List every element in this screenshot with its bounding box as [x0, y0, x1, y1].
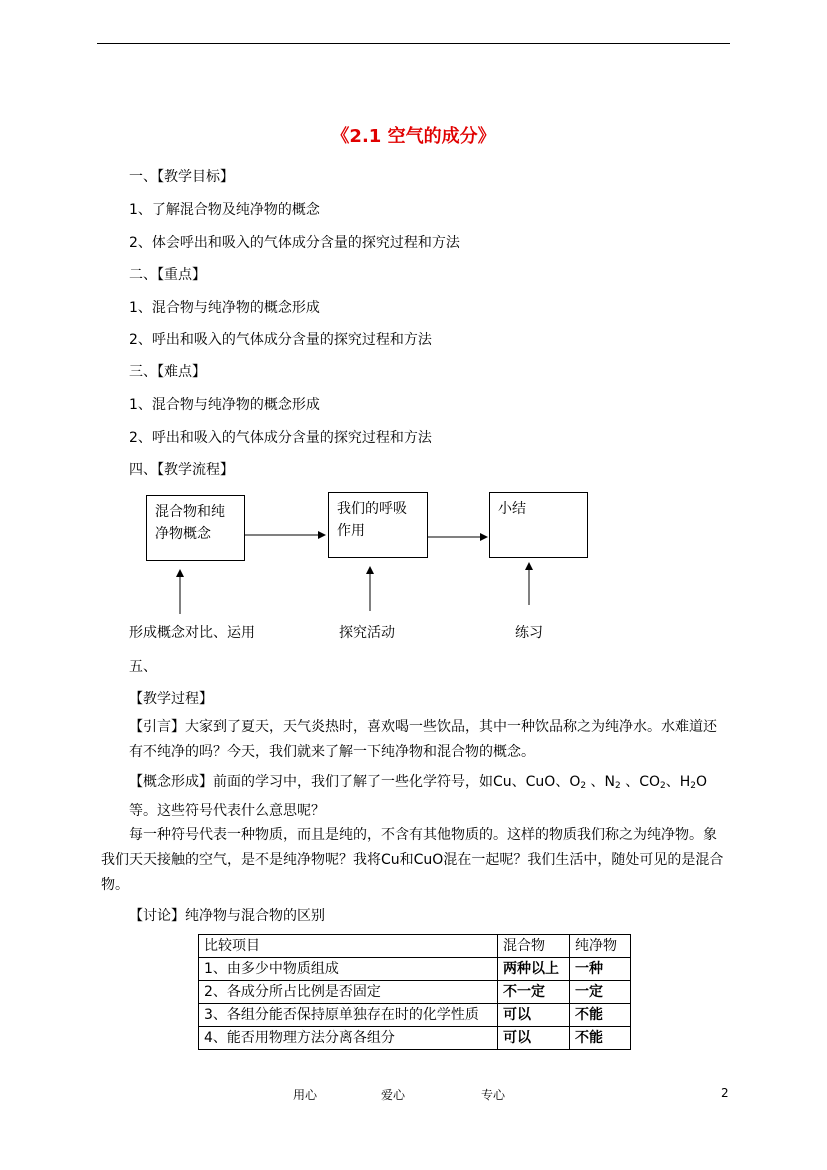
footer-motto-left: 用心 — [293, 1088, 318, 1102]
flow-label-practice: 练习 — [515, 625, 543, 641]
footer-motto-right: 专心 — [481, 1088, 506, 1102]
flow-box-concept: 混合物和纯净物概念 — [146, 495, 245, 561]
table-header-cell: 比较项目 — [199, 935, 498, 958]
table-header-cell: 纯净物 — [570, 935, 631, 958]
page-title: 《2.1 空气的成分》 — [331, 126, 496, 147]
intro-paragraph: 【引言】大家到了夏天，天气炎热时，喜欢喝一些饮品，其中一种饮品称之为纯净水。水难道还有不纯净的吗？今天，我们就来了解一下纯净物和混合物的概念。 — [129, 719, 717, 760]
table-cell: 可以 — [498, 1004, 570, 1027]
table-cell: 两种以上 — [498, 958, 570, 981]
difficulty-item-1: 1、混合物与纯净物的概念形成 — [129, 397, 320, 413]
table-cell: 1、由多少中物质组成 — [199, 958, 498, 981]
table-header-cell: 混合物 — [498, 935, 570, 958]
table-cell: 一种 — [570, 958, 631, 981]
flow-box-summary: 小结 — [489, 492, 588, 558]
table-cell: 不能 — [570, 1004, 631, 1027]
teaching-process-heading: 【教学过程】 — [129, 691, 213, 707]
difficulty-item-2: 2、呼出和吸入的气体成分含量的探究过程和方法 — [129, 430, 432, 446]
table-cell: 4、能否用物理方法分离各组分 — [199, 1027, 498, 1050]
table-cell: 2、各成分所占比例是否固定 — [199, 981, 498, 1004]
objective-item-1: 1、了解混合物及纯净物的概念 — [129, 202, 320, 218]
table-cell: 不能 — [570, 1027, 631, 1050]
comparison-table — [198, 934, 631, 1050]
page-number: 2 — [721, 1086, 729, 1100]
table-row — [199, 1027, 631, 1050]
pure-substance-paragraph: 每一种符号代表一种物质，而且是纯的，不含有其他物质的。这样的物质我们称之为纯净物。象我们天天接触的空气，是不是纯净物呢？我将Cu和CuO混在一起呢？我们生活中，随处可见的是混合物。 — [101, 827, 724, 893]
table-cell: 3、各组分能否保持原单独存在时的化学性质 — [199, 1004, 498, 1027]
flow-box-respiration: 我们的呼吸作用 — [328, 492, 428, 558]
table-cell: 一定 — [570, 981, 631, 1004]
section-objectives-heading: 一、【教学目标】 — [129, 169, 234, 185]
key-point-item-2: 2、呼出和吸入的气体成分含量的探究过程和方法 — [129, 332, 432, 348]
section-key-points-heading: 二、【重点】 — [129, 267, 206, 283]
section-flow-heading: 四、【教学流程】 — [129, 462, 234, 478]
footer-motto-middle: 爱心 — [381, 1088, 406, 1102]
flow-label-inquiry: 探究活动 — [339, 625, 395, 641]
key-point-item-1: 1、混合物与纯净物的概念形成 — [129, 300, 320, 316]
table-cell: 可以 — [498, 1027, 570, 1050]
section-five-heading: 五、 — [129, 659, 157, 675]
table-row — [199, 1004, 631, 1027]
table-row — [199, 958, 631, 981]
objective-item-2: 2、体会呼出和吸入的气体成分含量的探究过程和方法 — [129, 235, 460, 251]
flow-label-concept: 形成概念对比、运用 — [129, 625, 255, 641]
section-difficulties-heading: 三、【难点】 — [129, 364, 206, 380]
table-header-row — [199, 935, 631, 958]
table-cell: 不一定 — [498, 981, 570, 1004]
discussion-heading: 【讨论】纯净物与混合物的区别 — [129, 908, 325, 924]
table-row — [199, 981, 631, 1004]
concept-paragraph: 【概念形成】前面的学习中，我们了解了一些化学符号，如Cu、CuO、$O_2$ 、$N_2$ 、$CO_2$、$H_2O$ 等。这些符号代表什么意思呢？ — [129, 774, 708, 819]
